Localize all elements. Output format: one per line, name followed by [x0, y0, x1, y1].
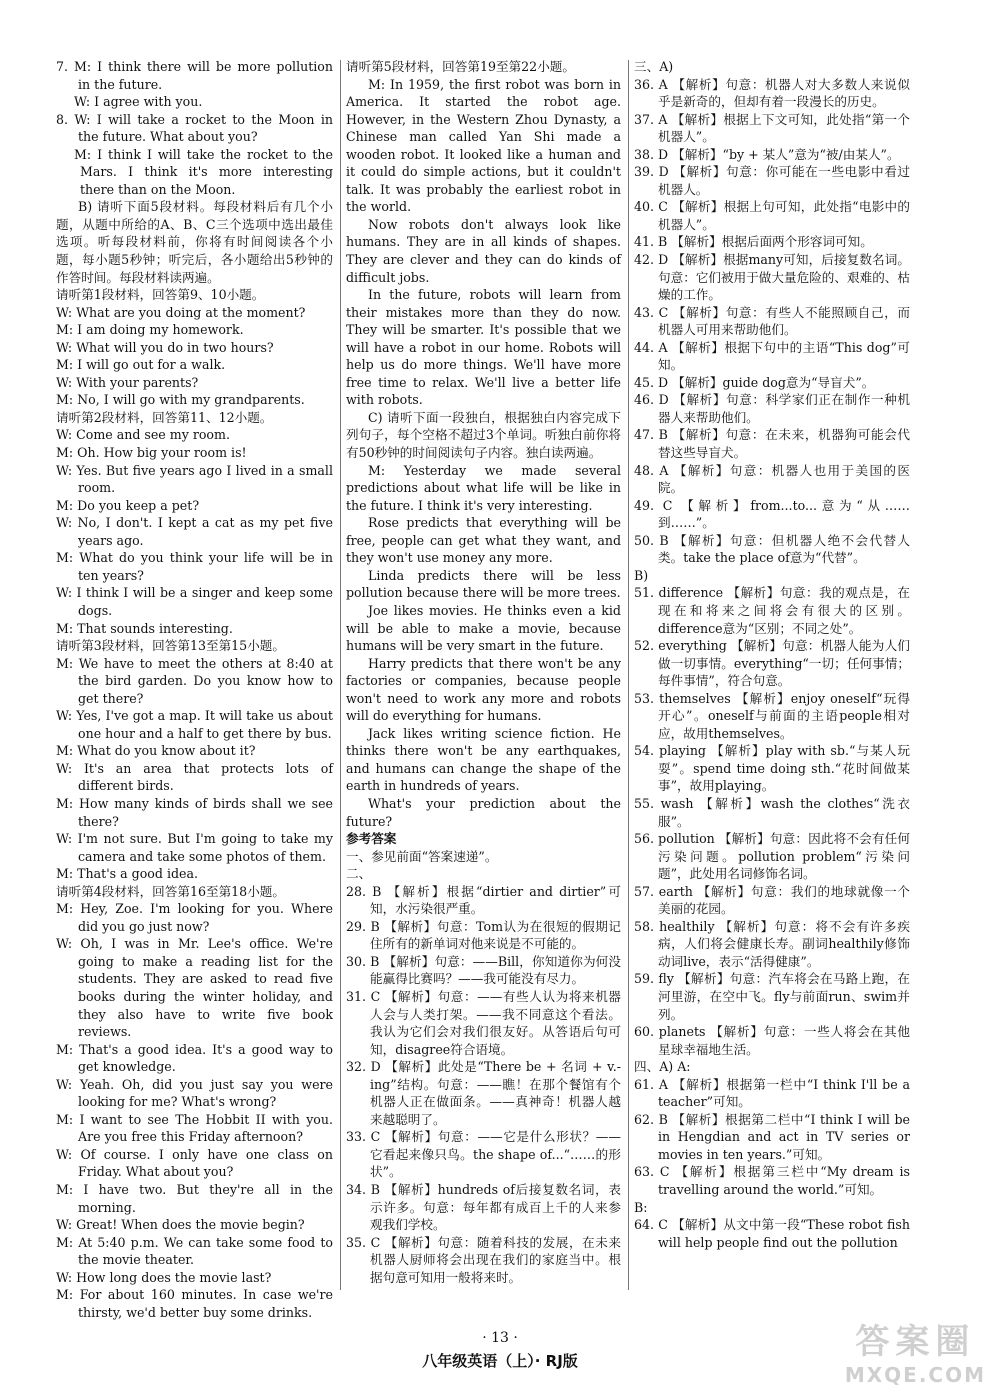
text-line: 52. everything 【解析】句意：机器人能为人们做一切事情。everything“一切；任何事情；每件事情”，符合句意。: [634, 638, 910, 689]
text-line: 31. C 【解析】句意：——有些人认为将来机器人会与人类打架。——我不同意这个看法。我认为它们会对我们很友好。从答语后句可知，disagree符合语境。: [346, 988, 621, 1057]
text-line: 50. B 【解析】句意：但机器人绝不会代替人类。take the place of意为“代替”。: [634, 532, 910, 566]
text-line: M: What do you know about it?: [56, 743, 256, 759]
text-line: M: I will go out for a walk.: [56, 357, 226, 373]
text-line: Jack likes writing science fiction. He thinks there won't be any earthquakes, and humans can change the shape of the earth in hundreds of years.: [346, 725, 621, 794]
text-line: M: I want to see The Hobbit II with you. Are you free this Friday afternoon?: [56, 1111, 333, 1145]
text-line: 7. M: I think there will be more pollution in the future.: [56, 59, 333, 92]
text-line: 请听第3段材料，回答第13至第15小题。: [56, 638, 285, 654]
book-title: 八年级英语（上）· RJ版: [422, 1352, 578, 1370]
text-line: 48. A 【解析】句意：机器人也用于美国的医院。: [634, 462, 910, 496]
text-line: 59. fly 【解析】句意：汽车将会在马路上跑，在河里游，在空中飞。fly与前面run、swim并列。: [634, 971, 910, 1022]
text-line: 54. playing 【解析】play with sb.“与某人玩耍”。spend time doing sth.“花时间做某事”，故用playing。: [634, 743, 910, 794]
middle-column: [346, 58, 621, 1286]
text-line: What's your prediction about the future?: [346, 795, 621, 829]
text-line: W: With your parents?: [56, 374, 199, 390]
text-line: 35. C 【解析】句意：随着科技的发展，在未来机器人厨师将会出现在我们的家庭当中。根据句意可知用一般将来时。: [346, 1234, 621, 1285]
text-line: 38. D 【解析】“by + 某人”意为“被/由某人”。: [634, 146, 900, 162]
text-line: 51. difference 【解析】句意：我的观点是，在现在和将来之间将会有很大的区别。difference意为“区别；不同之处”。: [634, 585, 910, 636]
column-divider: [628, 60, 629, 1290]
text-line: 58. healthily 【解析】句意：将不会有许多疾病，人们将会健康长寿。副词healthily修饰动词live，表示“活得健康”。: [634, 918, 910, 969]
text-line: 33. C 【解析】句意：——它是什么形状？——它看起来像只鸟。the shape of...“……的形状”。: [346, 1129, 621, 1180]
text-line: C) 请听下面一段独白，根据独白内容完成下列句子，每个空格不超过3个单词。听独白前你将有50秒钟的时间阅读句子内容。独白读两遍。: [346, 409, 621, 461]
text-line: W: Oh, I was in Mr. Lee's office. We're going to make a reading list for the students. They are asked to read five books during the winter holiday, and they also have to write five book reviews.: [56, 936, 333, 1040]
right-column: [634, 58, 910, 1251]
text-line: In the future, robots will learn from their mistakes more than they do now. They will be smarter. It's possible that we will have a robot in our home. Robots will help us do more things. We'll have more free time to relax. We'll live a better life with robots.: [346, 287, 621, 408]
text-line: Harry predicts that there won't be any factories or companies, because people won't need to work any more and robots will do everything for humans.: [346, 655, 621, 724]
text-line: 参考答案: [346, 831, 397, 847]
text-line: W: Yes. But five years ago I lived in a small room.: [56, 462, 333, 496]
text-line: W: How long does the movie last?: [56, 1269, 272, 1285]
text-line: 44. A 【解析】根据下句中的主语“This dog”可知。: [634, 339, 910, 373]
text-line: 40. C 【解析】根据上句可知，此处指“电影中的机器人”。: [634, 199, 910, 232]
watermark-logo: [845, 1314, 986, 1387]
text-line: W: Of course. I only have one class on Friday. What about you?: [56, 1146, 333, 1180]
text-line: M: I have two. But they're all in the morning.: [56, 1182, 333, 1215]
text-line: 四、A) A:: [634, 1059, 691, 1075]
text-line: 一、参见前面“答案速递”。: [346, 848, 498, 864]
text-line: 45. D 【解析】guide dog意为“导盲犬”。: [634, 374, 875, 390]
text-line: 36. A 【解析】句意：机器人对大多数人来说似乎是新奇的，但却有着一段漫长的历史。: [634, 76, 910, 110]
text-line: 41. B 【解析】根据后面两个形容词可知。: [634, 234, 873, 250]
left-column: [56, 58, 333, 1321]
text-line: 57. earth 【解析】句意：我们的地球就像一个美丽的花园。: [634, 883, 910, 917]
text-line: 请听第2段材料，回答第11、12小题。: [56, 409, 273, 425]
text-line: M: I think I will take the rocket to the Mars. I think it's more interesting there than on the Moon.: [74, 146, 333, 197]
text-line: Rose predicts that everything will be free, people can get what they want, and they won't use money any more.: [346, 515, 621, 566]
text-line: M: What do you think your life will be in ten years?: [56, 550, 333, 583]
text-line: 32. D 【解析】此处是“There be + 名词 + v.-ing”结构。句意：——瞧！在那个餐馆有个机器人正在做面条。——真神奇！机器人越来越聪明了。: [346, 1059, 621, 1127]
text-line: 8. W: I will take a rocket to the Moon in the future. What about you?: [56, 111, 333, 145]
text-line: 43. C 【解析】句意：有些人不能照顾自己，而机器人可用来帮助他们。: [634, 304, 910, 338]
text-line: M: Do you keep a pet?: [56, 497, 200, 513]
text-line: 请听第1段材料，回答第9、10小题。: [56, 287, 265, 303]
text-line: W: It's an area that protects lots of different birds.: [56, 760, 333, 794]
text-line: 30. B 【解析】句意：——Bill，你知道你为何没能赢得比赛吗？——我可能没有尽力。: [346, 953, 621, 987]
text-line: M: In 1959, the first robot was born in America. It started the robot age. However, in the Western Zhou Dynasty, a Chinese man called Yan Shi made a wooden robot. It looked like a human and it could do simple actions, but it couldn't talk. It was probably the earliest robot in the world.: [346, 76, 621, 215]
text-line: B) 请听下面5段材料。每段材料后有几个小题，从题中所给的A、B、C三个选项中选出最佳选项。听每段材料前，你将有时间阅读各个小题，每小题5秒钟；听完后，各小题给出5秒钟的作答时间。每段材料读两遍。: [56, 199, 333, 285]
text-line: Now robots don't always look like humans. They are in all kinds of shapes. They are clever and they can do kinds of difficult jobs.: [346, 216, 621, 285]
text-line: 56. pollution 【解析】句意：因此将不会有任何污染问题。pollution problem“污染问题”，此处用名词修饰名词。: [634, 831, 910, 882]
text-line: 请听第5段材料，回答第19至第22小题。: [346, 59, 575, 74]
text-line: 28. B 【解析】根据“dirtier and dirtier”可知，水污染很严重。: [346, 883, 621, 917]
text-line: 二、: [346, 866, 372, 882]
text-line: 请听第4段材料，回答第16至第18小题。: [56, 883, 285, 899]
text-line: W: Come and see my room.: [56, 427, 230, 443]
text-line: B): [634, 567, 649, 583]
text-line: 49. C 【解析】from...to...意为“从……到……”。: [634, 497, 910, 531]
text-line: W: No, I don't. I kept a cat as my pet five years ago.: [56, 515, 333, 548]
text-line: M: We have to meet the others at 8:40 at the bird garden. Do you know how to get there?: [56, 655, 333, 706]
text-line: 53. themselves 【解析】enjoy oneself“玩得开心”。oneself与前面的主语people相对应，故用themselves。: [634, 690, 910, 741]
text-line: M: How many kinds of birds shall we see there?: [56, 795, 333, 829]
text-line: 60. planets 【解析】句意：一些人将会在其他星球幸福地生活。: [634, 1024, 910, 1057]
text-line: 29. B 【解析】句意：Tom认为在很短的假期记住所有的新单词对他来说是不可能的。: [346, 918, 621, 952]
page-number: · 13 ·: [482, 1330, 518, 1346]
text-line: 42. D 【解析】根据many可知，后接复数名词。句意：它们被用于做大量危险的、艰难的、枯燥的工作。: [634, 252, 910, 303]
text-line: M: That sounds interesting.: [56, 620, 233, 636]
text-line: W: Yes, I've got a map. It will take us about one hour and a half to get there by bus.: [56, 708, 333, 741]
watermark-line1: 答案圈: [855, 1322, 976, 1362]
text-line: W: What will you do in two hours?: [56, 339, 274, 355]
text-line: 46. D 【解析】句意：科学家们正在制作一种机器人来帮助他们。: [634, 392, 910, 425]
text-line: M: Hey, Zoe. I'm looking for you. Where did you go just now?: [56, 901, 333, 934]
text-line: M: I am doing my homework.: [56, 322, 244, 338]
text-line: 39. D 【解析】句意：你可能在一些电影中看过机器人。: [634, 164, 910, 197]
text-line: 三、A): [634, 59, 674, 74]
text-line: M: That's a good idea. It's a good way to get knowledge.: [56, 1041, 333, 1075]
text-line: 37. A 【解析】根据上下文可知，此处指“第一个机器人”。: [634, 111, 910, 145]
text-line: M: Yesterday we made several predictions about what life will be like in the future. I think it's very interesting.: [346, 462, 621, 513]
text-line: 47. B 【解析】句意：在未来，机器狗可能会代替这些导盲犬。: [634, 427, 910, 461]
text-line: M: That's a good idea.: [56, 866, 199, 882]
text-line: 63. C 【解析】根据第三栏中“My dream is travelling around the world.”可知。: [634, 1164, 910, 1197]
text-line: W: Yeah. Oh, did you just say you were looking for me? What's wrong?: [56, 1076, 333, 1110]
text-line: 34. B 【解析】hundreds of后接复数名词，表示许多。句意：每年都有成百上千的人来参观我们学校。: [346, 1182, 621, 1233]
text-line: W: I agree with you.: [74, 94, 203, 110]
text-line: 62. B 【解析】根据第二栏中“I think I will be in Hengdian and act in TV series or movies in ten years.”可知。: [634, 1111, 910, 1162]
watermark-line2: MXQE.COM: [844, 1363, 986, 1387]
text-line: W: I think I will be a singer and keep some dogs.: [56, 585, 333, 618]
text-line: M: At 5:40 p.m. We can take some food to the movie theater.: [56, 1234, 333, 1268]
text-line: Joe likes movies. He thinks even a kid will be able to make a movie, because humans will be very smart in the future.: [346, 602, 621, 654]
text-line: W: What are you doing at the moment?: [56, 304, 306, 320]
text-line: B:: [634, 1199, 648, 1215]
text-line: 55. wash 【解析】wash the clothes“洗衣服”。: [634, 795, 910, 829]
text-line: W: I'm not sure. But I'm going to take my camera and take some photos of them.: [56, 831, 333, 864]
text-line: M: For about 160 minutes. In case we're thirsty, we'd better buy some drinks.: [56, 1287, 333, 1320]
text-line: M: No, I will go with my grandparents.: [56, 392, 305, 408]
text-line: 64. C 【解析】从文中第一段“These robot fish will help people find out the pollution: [634, 1217, 910, 1250]
text-line: Linda predicts there will be less pollution because there will be more trees.: [346, 567, 621, 601]
column-divider: [340, 60, 341, 1290]
text-line: M: Oh. How big your room is!: [56, 445, 247, 461]
text-line: W: Great! When does the movie begin?: [56, 1217, 305, 1233]
text-line: 61. A 【解析】根据第一栏中“I think I'll be a teacher”可知。: [634, 1076, 910, 1110]
